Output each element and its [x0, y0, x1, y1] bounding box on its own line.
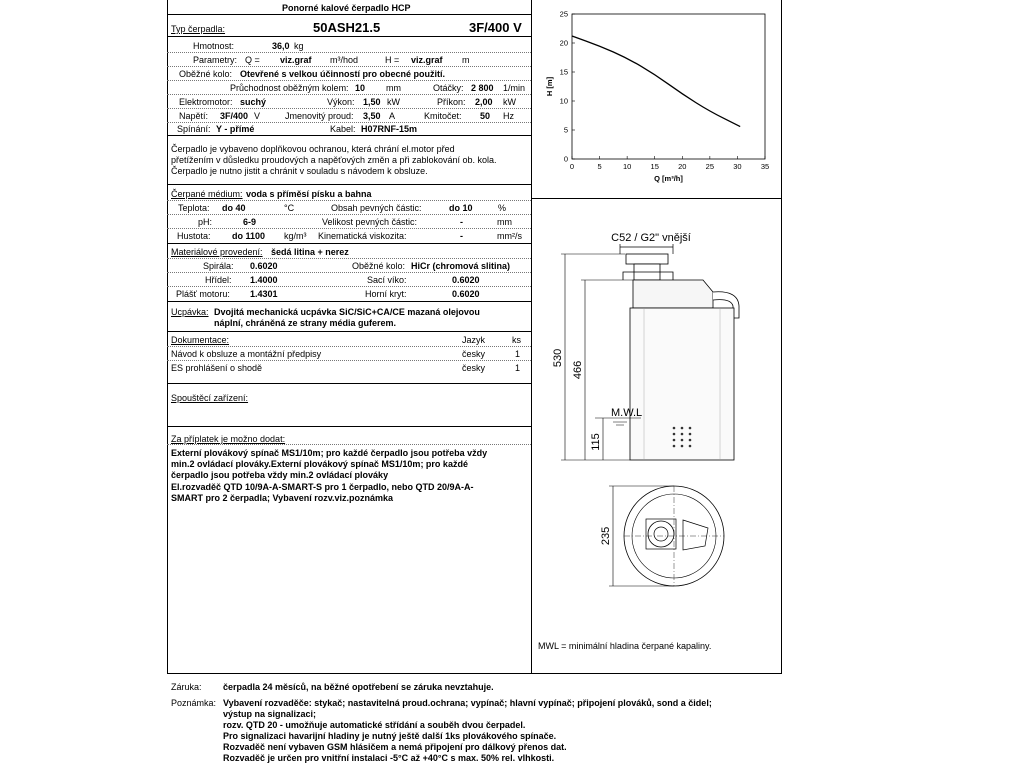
row-divider — [167, 52, 531, 53]
current-unit: A — [389, 111, 396, 121]
pump-curve-chart — [533, 2, 779, 196]
rpm-value: 2 800 — [471, 83, 494, 93]
height-body-label: 466 — [572, 360, 584, 380]
params-label: Parametry: — [193, 55, 238, 65]
note-line-5: Rozvaděč není vybaven GSM hlásičem a nemá připojení pro dálkový přenos dat. — [223, 742, 567, 752]
y-tick-label: 15 — [559, 67, 568, 77]
solids-label: Obsah pevných částic: — [331, 203, 422, 213]
materials-value: šedá litina + nerez — [271, 247, 349, 257]
solids-unit: % — [498, 203, 507, 213]
section-rule — [167, 331, 531, 332]
spiral-label: Spirála: — [203, 261, 234, 271]
visc-label: Kinematická viskozita: — [318, 231, 407, 241]
x-tick-label: 5 — [597, 162, 602, 171]
row-divider — [167, 272, 531, 273]
seal-line-2: náplní, chráněná ze strany média guferem. — [214, 318, 397, 328]
pump-drawing — [533, 220, 779, 620]
bottom-rule — [167, 673, 781, 674]
freq-label: Kmitočet: — [424, 111, 462, 121]
diameter-label: 235 — [600, 526, 612, 546]
passage-label: Průchodnost oběžným kolem: — [230, 83, 349, 93]
x-tick-label: 35 — [760, 162, 770, 171]
volt-unit: V — [254, 111, 261, 121]
y-tick-label: 0 — [563, 154, 568, 164]
rpm-label: Otáčky: — [433, 83, 464, 93]
section-rule — [167, 301, 531, 302]
solids-value: do 10 — [449, 203, 473, 213]
switch-value: Y - přímé — [216, 124, 255, 134]
freq-unit: Hz — [503, 111, 514, 121]
discharge-label: C52 / G2" vnější — [611, 232, 691, 244]
section-rule — [167, 383, 531, 384]
y-tick-label: 10 — [559, 96, 568, 106]
cover-label: Horní kryt: — [365, 289, 407, 299]
row-divider — [167, 200, 531, 201]
starter-label: Spouštěcí zařízení: — [171, 393, 249, 403]
pump-type-label: Typ čerpadla: — [171, 24, 226, 34]
pump-curve-line — [572, 36, 740, 126]
power-label: Výkon: — [327, 97, 355, 107]
header-rule — [167, 36, 531, 37]
mwl-label: M.W.L — [611, 407, 643, 419]
density-value: do 1100 — [232, 231, 266, 241]
x-tick-label: 10 — [622, 162, 632, 171]
chart-y-axis-label: H [m] — [545, 76, 554, 97]
volt-label: Napětí: — [179, 111, 209, 121]
chart-frame — [572, 14, 765, 159]
casing-label: Plášť motoru: — [176, 289, 230, 299]
warranty-value: čerpadla 24 měsíců, na běžné opotřebení se záruka nevztahuje. — [223, 682, 494, 692]
section-rule — [167, 243, 531, 244]
note-line-6: Rozvaděč je určen pro vnitřní instalaci -5°C až +40°C s max. 50% rel. vlhkosti. — [223, 753, 555, 763]
row-divider — [167, 80, 531, 81]
temp-unit: °C — [284, 203, 295, 213]
x-tick-label: 20 — [678, 162, 687, 171]
power-unit: kW — [387, 97, 400, 107]
protection-line-3: Čerpadlo je nutno jistit a chránit v souladu s návodem k obsluze. — [171, 166, 428, 176]
h-value: viz.graf — [411, 55, 443, 65]
visc-value: - — [460, 231, 463, 241]
extras-line-1: Externí plovákový spínač MS1/10m; pro každé čerpadlo jsou potřeba vždy — [171, 448, 488, 458]
row-divider — [167, 360, 531, 361]
temp-label: Teplota: — [178, 203, 210, 213]
cover-value: 0.6020 — [452, 289, 480, 299]
seal-label: Ucpávka: — [171, 307, 209, 317]
row-divider — [167, 258, 531, 259]
doc-row-qty: 1 — [515, 363, 521, 373]
note-line-4: Pro signalizaci havarijní hladiny je nutný ještě další 1ks plovákového spínače. — [223, 731, 557, 741]
impeller-label: Oběžné kolo: — [179, 69, 233, 79]
input-value: 2,00 — [475, 97, 493, 107]
size-unit: mm — [497, 217, 512, 227]
passage-unit: mm — [386, 83, 401, 93]
chart-axes — [572, 14, 765, 159]
materials-label: Materiálové provedení: — [171, 247, 263, 257]
section-rule — [167, 184, 531, 185]
q-label: Q = — [245, 55, 260, 65]
size-value: - — [460, 217, 463, 227]
shaft-value: 1.4000 — [250, 275, 278, 285]
mat-impeller-label: Oběžné kolo: — [352, 261, 406, 271]
ph-value: 6-9 — [243, 217, 257, 227]
chart-x-axis-label: Q [m³/h] — [654, 174, 683, 183]
left-border — [167, 0, 168, 674]
extras-line-4: El.rozvaděč QTD 10/9A-A-SMART-S pro 1 čerpadlo, nebo QTD 20/9A-A- — [171, 482, 474, 492]
protection-line-2: přetížením v důsledku proudových a napěťových změn a při zablokování ob. kola. — [171, 155, 497, 165]
h-label: H = — [385, 55, 400, 65]
mass-value: 36,0 — [272, 41, 290, 51]
medium-label: Čerpané médium: — [171, 189, 243, 199]
shaft-label: Hřídel: — [205, 275, 232, 285]
current-label: Jmenovitý proud: — [285, 111, 354, 121]
section-rule — [167, 135, 531, 136]
cable-label: Kabel: — [330, 124, 356, 134]
chart-ticks — [560, 10, 770, 172]
right-border — [781, 0, 782, 674]
pump-voltage: 3F/400 V — [469, 20, 522, 35]
q-unit: m³/hod — [330, 55, 359, 65]
note-line-1: Vybavení rozvaděče: stykač; nastavitelná proud.ochrana; vypínač; hlavní vypínač; připojení plováků, sond a čidel; — [223, 698, 712, 708]
cable-value: H07RNF-15m — [361, 124, 418, 134]
row-divider — [167, 66, 531, 67]
x-tick-label: 25 — [705, 162, 715, 171]
doc-row-name: ES prohlášení o shodě — [171, 363, 263, 373]
protection-line-1: Čerpadlo je vybaveno doplňkovou ochranou, která chrání el.motor před — [171, 144, 455, 154]
mass-label: Hmotnost: — [193, 41, 235, 51]
motor-label: Elektromotor: — [179, 97, 233, 107]
doc-row-qty: 1 — [515, 349, 521, 359]
docs-label: Dokumentace: — [171, 335, 230, 345]
note-line-3: rozv. QTD 20 - umožňuje automatické střídání a souběh dvou čerpadel. — [223, 720, 526, 730]
mass-unit: kg — [294, 41, 304, 51]
x-tick-label: 0 — [569, 162, 575, 171]
row-divider — [167, 94, 531, 95]
h-unit: m — [462, 55, 470, 65]
mwl-note: MWL = minimální hladina čerpané kapaliny. — [538, 641, 712, 651]
input-label: Příkon: — [437, 97, 466, 107]
x-tick-label: 15 — [650, 162, 659, 171]
pump-model: 50ASH21.5 — [313, 20, 381, 35]
height-total-label: 530 — [552, 348, 564, 368]
row-divider — [167, 122, 531, 123]
chart-panel-bottom — [531, 198, 781, 199]
y-tick-label: 20 — [559, 38, 568, 48]
power-value: 1,50 — [363, 97, 381, 107]
section-rule — [167, 426, 531, 427]
extras-label: Za příplatek je možno dodat: — [171, 434, 286, 444]
ph-label: pH: — [198, 217, 213, 227]
extras-line-2: min.2 ovládací plováky.Externí plovákový spínač MS1/10m; pro každé — [171, 459, 468, 469]
row-divider — [167, 228, 531, 229]
doc-row-lang: česky — [462, 349, 486, 359]
rpm-unit: 1/min — [503, 83, 526, 93]
motor-value: suchý — [240, 97, 267, 107]
visc-unit: mm²/s — [497, 231, 522, 241]
middle-border — [531, 0, 532, 674]
mwl-height-label: 115 — [590, 433, 602, 451]
spiral-value: 0.6020 — [250, 261, 278, 271]
x-tick-label: 30 — [733, 162, 742, 171]
suction-label: Sací víko: — [367, 275, 407, 285]
seal-line-1: Dvojitá mechanická ucpávka SiC/SiC+CA/CE mazaná olejovou — [214, 307, 480, 317]
doc-row-name: Návod k obsluze a montážní předpisy — [171, 349, 322, 359]
row-divider — [167, 346, 531, 347]
doc-row-lang: česky — [462, 363, 486, 373]
extras-line-3: čerpadlo jsou potřeba vždy min.2 ovládací plováky — [171, 470, 389, 480]
top-rule — [167, 14, 531, 15]
impeller-value: Otevřené s velkou účinností pro obecné použití. — [240, 69, 446, 79]
size-label: Velikost pevných částic: — [322, 217, 418, 227]
docs-qty-header: ks — [512, 335, 521, 345]
note-line-2: výstup na signalizaci; — [223, 709, 317, 719]
row-divider — [167, 286, 531, 287]
density-unit: kg/m³ — [284, 231, 307, 241]
volt-value: 3F/400 — [220, 111, 249, 121]
medium-value: voda s příměsí písku a bahna — [246, 189, 372, 199]
note-label: Poznámka: — [171, 698, 217, 708]
passage-value: 10 — [355, 83, 366, 93]
freq-value: 50 — [480, 111, 491, 121]
page-title: Ponorné kalové čerpadlo HCP — [282, 3, 411, 13]
row-divider — [167, 444, 531, 445]
current-value: 3,50 — [363, 111, 381, 121]
q-value: viz.graf — [280, 55, 312, 65]
y-tick-label: 25 — [559, 9, 568, 19]
extras-line-5: SMART pro 2 čerpadla; Vybavení rozv.viz.poznámka — [171, 493, 394, 503]
input-unit: kW — [503, 97, 516, 107]
suction-value: 0.6020 — [452, 275, 480, 285]
y-tick-label: 5 — [563, 125, 568, 135]
mat-impeller-value: HiCr (chromová slitina) — [411, 261, 511, 271]
docs-lang-header: Jazyk — [462, 335, 486, 345]
warranty-label: Záruka: — [171, 682, 202, 692]
casing-value: 1.4301 — [250, 289, 278, 299]
row-divider — [167, 214, 531, 215]
temp-value: do 40 — [222, 203, 246, 213]
row-divider — [167, 108, 531, 109]
switch-label: Spínání: — [177, 124, 211, 134]
density-label: Hustota: — [177, 231, 211, 241]
